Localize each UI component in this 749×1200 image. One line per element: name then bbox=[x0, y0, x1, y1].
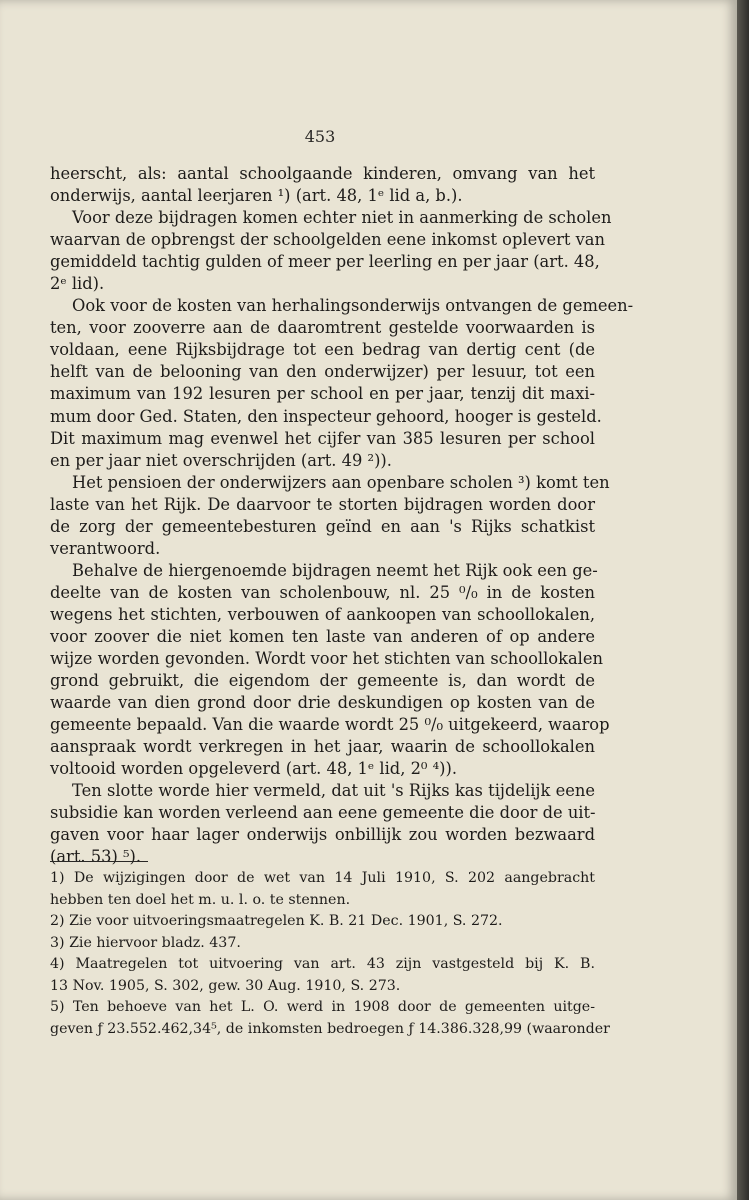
body-line: 2ᵉ lid). bbox=[50, 274, 105, 294]
body-line: laste van het Rijk. De daarvoor te storten bijdragen worden door bbox=[50, 494, 595, 514]
footnote-line: 4) Maatregelen tot uitvoering van art. 43 zijn vastgesteld bij K. B. bbox=[50, 956, 595, 972]
body-line: wijze worden gevonden. Wordt voor het stichten van schoollokalen bbox=[50, 649, 604, 669]
body-line: wegens het stichten, verbouwen of aankoopen van schoollokalen, bbox=[50, 604, 595, 624]
body-line: gemeente bepaald. Van die waarde wordt 25 ⁰/₀ uitgekeerd, waarop bbox=[50, 715, 610, 735]
body-line: deelte van de kosten van scholenbouw, nl. 25 ⁰/₀ in de kosten bbox=[50, 582, 595, 602]
page-number: 453 bbox=[304, 127, 336, 146]
body-line: Voor deze bijdragen komen echter niet in aanmerking de scholen bbox=[72, 208, 612, 228]
body-line: waarde van dien grond door drie deskundigen op kosten van de bbox=[50, 693, 595, 713]
footnote-line: 3) Zie hiervoor bladz. 437. bbox=[50, 934, 241, 951]
body-line: gemiddeld tachtig gulden of meer per leerling en per jaar (art. 48, bbox=[50, 252, 600, 272]
body-line: subsidie kan worden verleend aan eene gemeente die door de uit- bbox=[50, 803, 596, 823]
body-line: verantwoord. bbox=[50, 538, 161, 558]
footnote-line: 1) De wijzigingen door de wet van 14 Juli 1910, S. 202 aangebracht bbox=[50, 870, 595, 886]
body-line: Het pensioen der onderwijzers aan openbare scholen ³) komt ten bbox=[72, 472, 610, 492]
footnote-line: 5) Ten behoeve van het L. O. werd in 1908 door de gemeenten uitge- bbox=[50, 999, 595, 1015]
footnote-divider bbox=[50, 861, 148, 862]
body-line: mum door Ged. Staten, den inspecteur gehoord, hooger is gesteld. bbox=[50, 406, 602, 426]
body-line: waarvan de opbrengst der schoolgelden eene inkomst oplevert van bbox=[50, 230, 605, 250]
footnote-line: 13 Nov. 1905, S. 302, gew. 30 Aug. 1910, S. 273. bbox=[50, 977, 401, 994]
body-line: maximum van 192 lesuren per school en per jaar, tenzij dit maxi- bbox=[50, 384, 595, 404]
footnote-line: 2) Zie voor uitvoeringsmaatregelen K. B. 21 Dec. 1901, S. 272. bbox=[50, 913, 503, 929]
body-line: onderwijs, aantal leerjaren ¹) (art. 48, 1ᵉ lid a, b.). bbox=[50, 186, 463, 206]
body-line: de zorg der gemeentebesturen geïnd en aan 's Rijks schatkist bbox=[50, 516, 595, 536]
footnote-line: hebben ten doel het m. u. l. o. te stennen. bbox=[50, 891, 351, 908]
body-line: helft van de belooning van den onderwijzer) per lesuur, tot een bbox=[50, 362, 595, 382]
book-spine-edge bbox=[737, 0, 749, 1200]
body-line: grond gebruikt, die eigendom der gemeente is, dan wordt de bbox=[50, 671, 595, 691]
body-line: aanspraak wordt verkregen in het jaar, waarin de schoollokalen bbox=[50, 737, 595, 757]
body-line: voltooid worden opgeleverd (art. 48, 1ᵉ lid, 2⁰ ⁴)). bbox=[50, 759, 458, 779]
footnote-line: geven ƒ 23.552.462,34⁵, de inkomsten bedroegen ƒ 14.386.328,99 (waaronder bbox=[50, 1020, 610, 1037]
body-line: en per jaar niet overschrijden (art. 49 ²)). bbox=[50, 450, 392, 470]
footnotes bbox=[50, 868, 610, 1040]
body-line: Ook voor de kosten van herhalingsonderwijs ontvangen de gemeen- bbox=[72, 296, 634, 316]
body-text bbox=[50, 163, 634, 869]
body-line: Dit maximum mag evenwel het cijfer van 385 lesuren per school bbox=[50, 428, 595, 448]
body-line: voldaan, eene Rijksbijdrage tot een bedrag van dertig cent (de bbox=[50, 340, 595, 360]
body-line: gaven voor haar lager onderwijs onbillijk zou worden bezwaard bbox=[50, 825, 595, 845]
body-line: voor zoover die niet komen ten laste van anderen of op andere bbox=[50, 626, 595, 646]
body-line: (art. 53) ⁵). bbox=[50, 847, 142, 867]
body-line: heerscht, als: aantal schoolgaande kinderen, omvang van het bbox=[50, 164, 595, 183]
body-line: ten, voor zooverre aan de daaromtrent gestelde voorwaarden is bbox=[50, 318, 595, 338]
body-line: Behalve de hiergenoemde bijdragen neemt het Rijk ook een ge- bbox=[72, 560, 598, 580]
body-line: Ten slotte worde hier vermeld, dat uit 's Rijks kas tijdelijk eene bbox=[72, 781, 595, 801]
